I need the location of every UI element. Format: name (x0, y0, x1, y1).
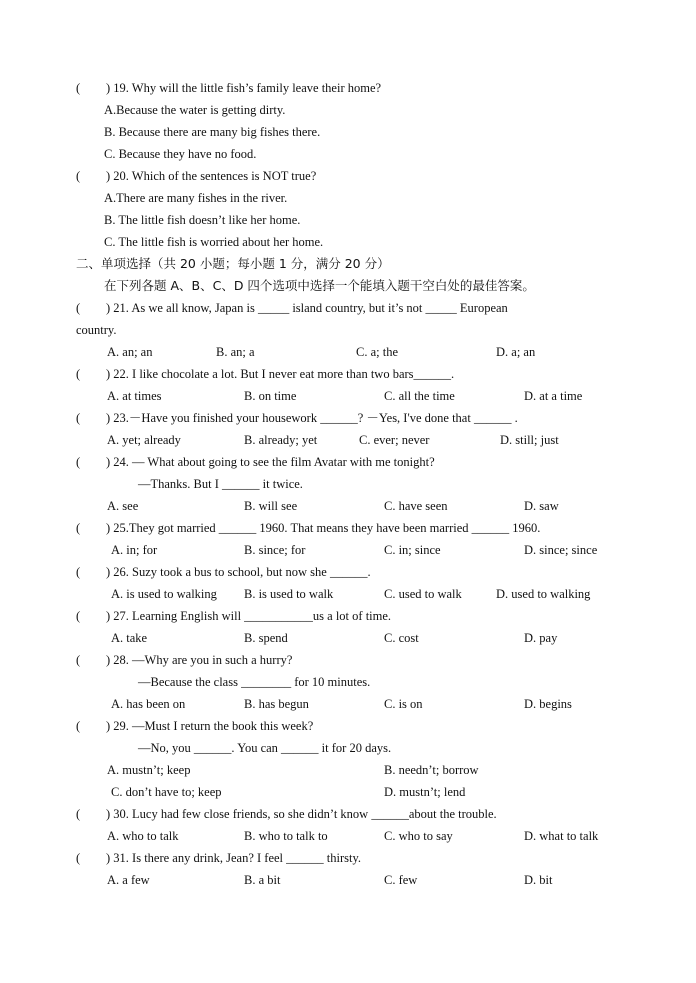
option-b: B. a bit (244, 873, 281, 887)
option-c: C. few (384, 873, 418, 887)
option-a: A. at times (107, 389, 162, 403)
option-b: B. on time (244, 389, 297, 403)
option-a: A. a few (107, 873, 150, 887)
answer-paren: ( (76, 851, 81, 865)
option-b: B. The little fish doesn’t like her home. (104, 213, 301, 227)
answer-paren: ( (76, 565, 81, 579)
section-title: 二、单项选择（共 20 小题；每小题 1 分，满分 20 分） (76, 256, 390, 271)
question-continuation: —No, you ______. You can ______ it for 20 days. (138, 741, 392, 755)
answer-paren: ( (76, 81, 81, 95)
answer-paren: ( (76, 521, 81, 535)
question-stem: ) 23.－Have you finished your housework ______? －Yes, I've done that ______ . (106, 411, 518, 425)
option-a: A. is used to walking (111, 587, 217, 601)
question-22 (76, 363, 454, 385)
question-stem: ) 19. Why will the little fish’s family leave their home? (106, 81, 382, 95)
option-c: C. in; since (384, 543, 441, 557)
option-d: D. mustn’t; lend (384, 785, 466, 799)
question-stem: ) 20. Which of the sentences is NOT true? (106, 169, 317, 183)
option-d: D. a; an (496, 345, 536, 359)
option-c: C. The little fish is worried about her home. (104, 235, 324, 249)
answer-paren: ( (76, 653, 81, 667)
option-d: D. pay (524, 631, 558, 645)
option-a: A.There are many fishes in the river. (104, 191, 288, 205)
question-30 (76, 803, 497, 825)
option-a: A. an; an (107, 345, 153, 359)
option-d: D. still; just (500, 433, 559, 447)
option-c: C. Because they have no food. (104, 147, 257, 161)
question-stem: ) 27. Learning English will ___________us a lot of time. (106, 609, 392, 623)
option-d: D. since; since (524, 543, 598, 557)
answer-paren: ( (76, 169, 81, 183)
option-b: B. has begun (244, 697, 309, 711)
question-stem: ) 25.They got married ______ 1960. That means they have been married ______ 1960. (106, 521, 541, 535)
question-stem: ) 26. Suzy took a bus to school, but now she ______. (106, 565, 371, 579)
question-28 (76, 649, 292, 671)
option-d: D. begins (524, 697, 572, 711)
question-20 (76, 165, 316, 187)
option-d: D. saw (524, 499, 559, 513)
question-stem: ) 29. —Must I return the book this week? (106, 719, 314, 733)
options-row (0, 825, 696, 847)
option-c: C. used to walk (384, 587, 462, 601)
answer-paren: ( (76, 301, 81, 315)
question-27 (76, 605, 391, 627)
question-continuation: —Because the class ________ for 10 minutes. (138, 675, 371, 689)
options-row (0, 385, 696, 407)
option-b: B. already; yet (244, 433, 318, 447)
question-26 (76, 561, 371, 583)
option-a: A.Because the water is getting dirty. (104, 103, 286, 117)
option-a: A. see (107, 499, 139, 513)
option-c: C. who to say (384, 829, 453, 843)
option-a: A. has been on (111, 697, 186, 711)
option-b: B. since; for (244, 543, 306, 557)
option-c: C. is on (384, 697, 423, 711)
option-c: C. don’t have to; keep (111, 785, 222, 799)
options-row (0, 429, 696, 451)
option-c: C. all the time (384, 389, 455, 403)
question-24 (76, 451, 435, 473)
question-stem: ) 28. —Why are you in such a hurry? (106, 653, 293, 667)
question-31 (76, 847, 361, 869)
question-continuation: —Thanks. But I ______ it twice. (138, 477, 303, 491)
answer-paren: ( (76, 719, 81, 733)
option-c: C. cost (384, 631, 419, 645)
answer-paren: ( (76, 455, 81, 469)
question-stem: ) 24. — What about going to see the film Avatar with me tonight? (106, 455, 435, 469)
question-23 (76, 407, 518, 429)
option-d: D. at a time (524, 389, 583, 403)
options-row (0, 539, 696, 561)
options-row (0, 495, 696, 517)
question-continuation: country. (76, 323, 117, 337)
option-c: C. a; the (356, 345, 399, 359)
options-row (0, 869, 696, 891)
question-stem: ) 30. Lucy had few close friends, so she didn’t know ______about the trouble. (106, 807, 497, 821)
option-a: A. who to talk (107, 829, 179, 843)
question-stem: ) 21. As we all know, Japan is _____ island country, but it’s not _____ European (106, 301, 508, 315)
options-row (0, 693, 696, 715)
option-b: B. Because there are many big fishes there. (104, 125, 321, 139)
answer-paren: ( (76, 367, 81, 381)
option-b: B. needn’t; borrow (384, 763, 479, 777)
options-row (0, 583, 696, 605)
question-21 (76, 297, 508, 319)
option-b: B. who to talk to (244, 829, 328, 843)
option-a: A. mustn’t; keep (107, 763, 191, 777)
option-c: C. ever; never (359, 433, 430, 447)
answer-paren: ( (76, 411, 81, 425)
option-a: A. in; for (111, 543, 158, 557)
option-a: A. take (111, 631, 148, 645)
options-row (0, 341, 696, 363)
question-stem: ) 31. Is there any drink, Jean? I feel ______ thirsty. (106, 851, 362, 865)
question-25 (76, 517, 540, 539)
options-row (0, 627, 696, 649)
options-row (0, 781, 696, 803)
option-c: C. have seen (384, 499, 448, 513)
question-stem: ) 22. I like chocolate a lot. But I never eat more than two bars______. (106, 367, 455, 381)
option-d: D. what to talk (524, 829, 599, 843)
question-19 (76, 77, 381, 99)
option-b: B. spend (244, 631, 288, 645)
answer-paren: ( (76, 609, 81, 623)
option-d: D. bit (524, 873, 553, 887)
option-a: A. yet; already (107, 433, 181, 447)
option-b: B. is used to walk (244, 587, 334, 601)
option-b: B. will see (244, 499, 298, 513)
option-b: B. an; a (216, 345, 255, 359)
question-29 (76, 715, 313, 737)
options-row (0, 759, 696, 781)
option-d: D. used to walking (496, 587, 591, 601)
section-instruction: 在下列各题 A、B、C、D 四个选项中选择一个能填入题干空白处的最佳答案。 (104, 278, 535, 293)
answer-paren: ( (76, 807, 81, 821)
